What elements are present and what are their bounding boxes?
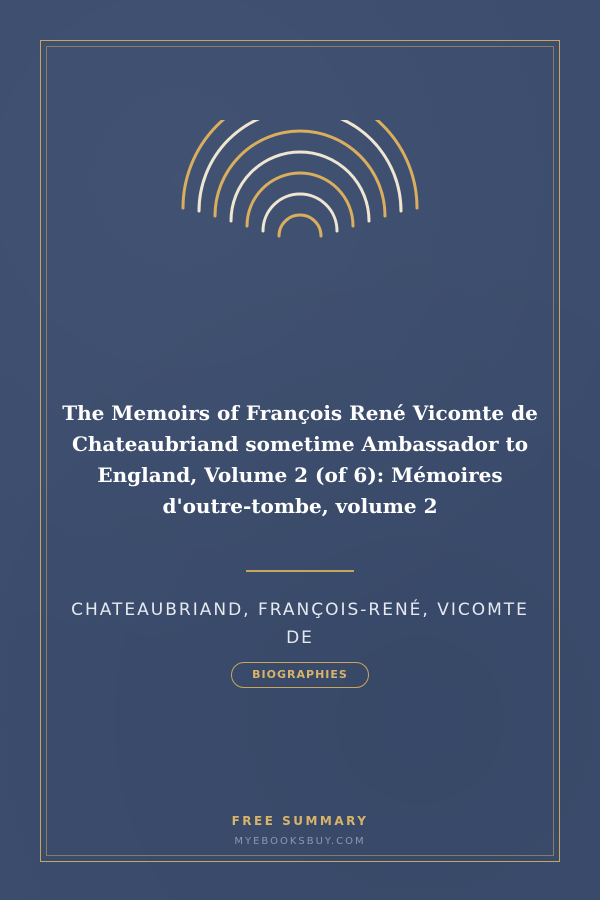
- book-author: CHATEAUBRIAND, FRANÇOIS-RENÉ, VICOMTE DE: [71, 600, 529, 648]
- category-badge: BIOGRAPHIES: [231, 662, 369, 688]
- book-title: The Memoirs of François René Vicomte de Chateaubriand sometime Ambassador to England, Volume 2 (of 6): Mémoires d'outre-tombe, volume 2: [62, 401, 538, 518]
- free-summary-label: FREE SUMMARY: [231, 814, 369, 828]
- concentric-arcs-icon: [180, 120, 420, 245]
- title-divider: [246, 570, 354, 572]
- site-name: MYEBOOKSBUY.COM: [234, 836, 366, 847]
